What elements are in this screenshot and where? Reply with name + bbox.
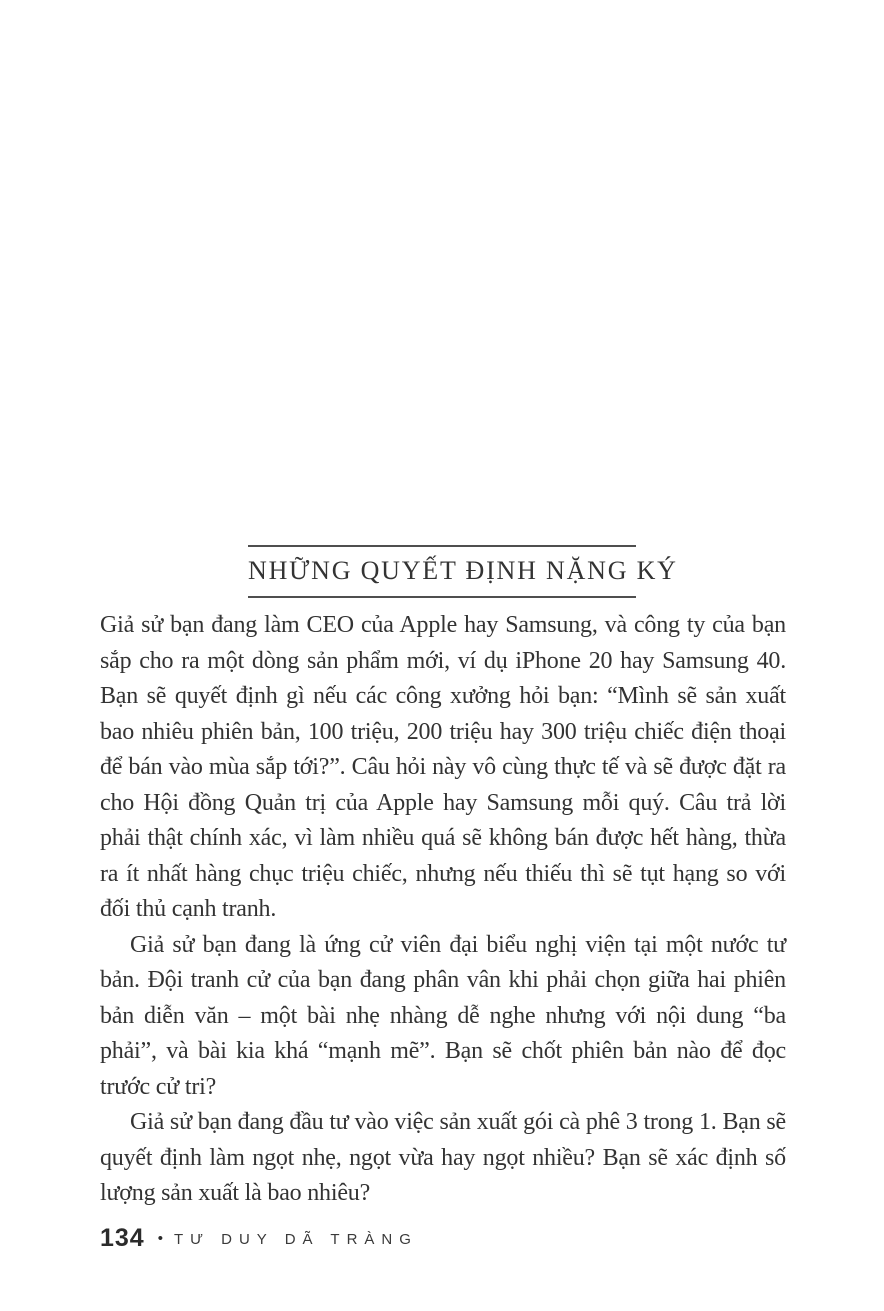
- paragraph: Giả sử bạn đang là ứng cử viên đại biểu nghị viện tại một nước tư bản. Đội tranh cử của bạn đang phân vân khi phải chọn giữa hai phiên bản diễn văn – một bài nhẹ nhàng dễ nghe nhưng với nội dung “ba phải”, và bài kia khá “mạnh mẽ”. Bạn sẽ chốt phiên bản nào để đọc trước cử tri?: [100, 931, 786, 1100]
- bullet-separator-icon: •: [157, 1230, 163, 1247]
- body-text: [100, 608, 786, 1212]
- book-title: TƯ DUY DÃ TRÀNG: [173, 1231, 418, 1248]
- paragraph: Giả sử bạn đang làm CEO của Apple hay Samsung, và công ty của bạn sắp cho ra một dòng sản phẩm mới, ví dụ iPhone 20 hay Samsung 40. Bạn sẽ quyết định gì nếu các công xưởng hỏi bạn: “Mình sẽ sản xuất bao nhiêu phiên bản, 100 triệu, 200 triệu hay 300 triệu chiếc điện thoại để bán vào mùa sắp tới?”. Câu hỏi này vô cùng thực tế và sẽ được đặt ra cho Hội đồng Quản trị của Apple hay Samsung mỗi quý. Câu trả lời phải thật chính xác, vì làm nhiều quá sẽ không bán được hết hàng, thừa ra ít nhất hàng chục triệu chiếc, nhưng nếu thiếu thì sẽ tụt hạng so với đối thủ cạnh tranh.: [100, 612, 786, 922]
- chapter-title-block: [248, 545, 678, 598]
- page-number: 134: [100, 1224, 145, 1252]
- chapter-title: NHỮNG QUYẾT ĐỊNH NẶNG KÝ: [248, 556, 678, 585]
- page-footer: [100, 1224, 418, 1253]
- paragraph: Giả sử bạn đang đầu tư vào việc sản xuất gói cà phê 3 trong 1. Bạn sẽ quyết định làm ngọt nhẹ, ngọt vừa hay ngọt nhiều? Bạn sẽ xác định số lượng sản xuất là bao nhiêu?: [100, 1109, 786, 1206]
